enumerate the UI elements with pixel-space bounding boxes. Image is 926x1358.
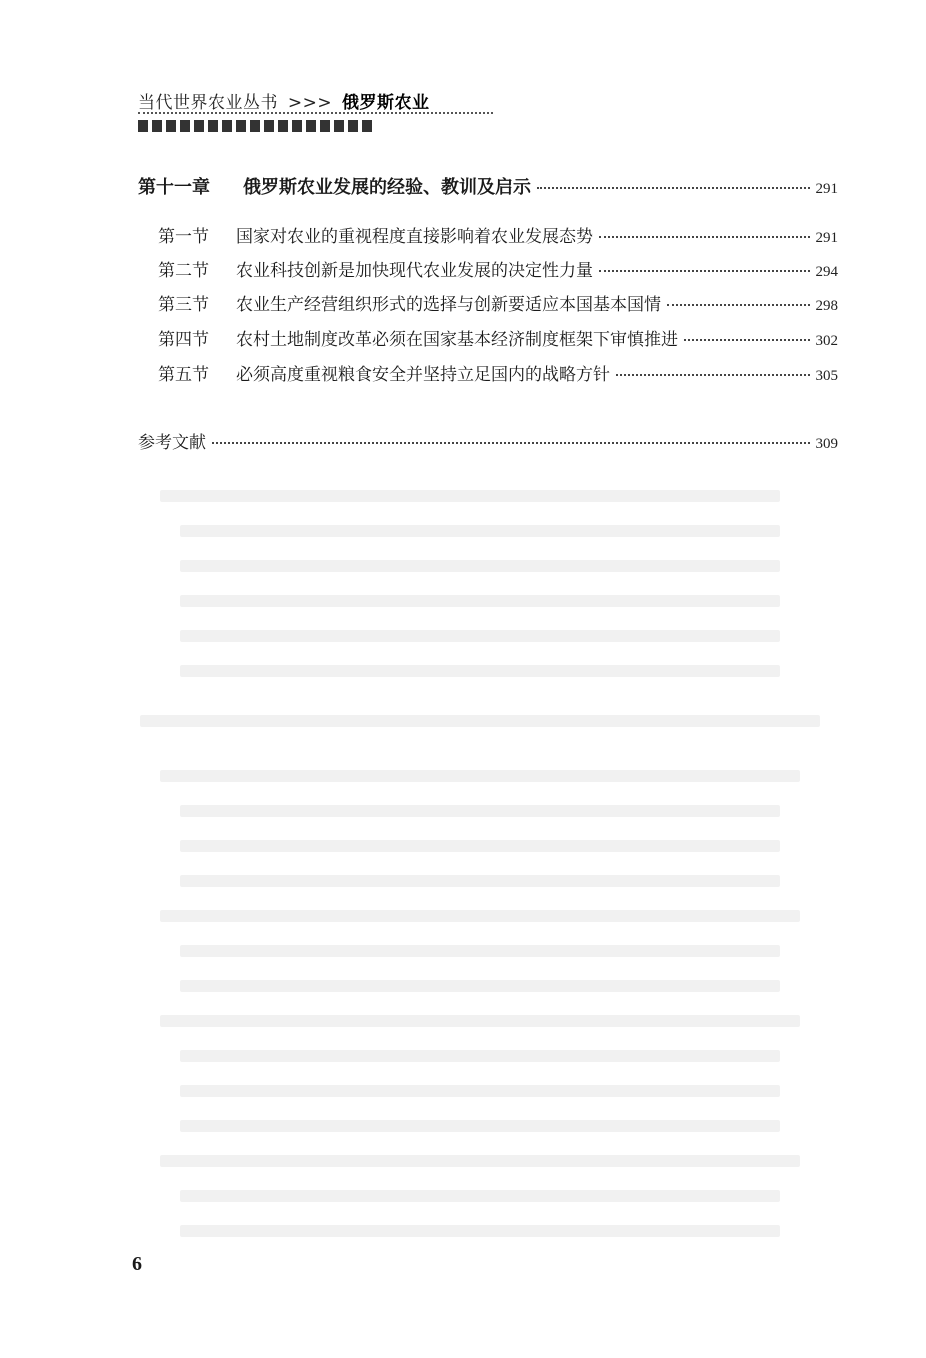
section-page: 291 (815, 230, 838, 246)
dot-leader (616, 374, 810, 376)
header-dotted-rule (138, 112, 493, 114)
section-title: 必须高度重视粮食安全并坚持立足国内的战略方针 (236, 365, 610, 385)
dot-leader (667, 304, 810, 306)
section-page: 302 (815, 333, 838, 349)
dot-leader (599, 270, 810, 272)
series-title: 当代世界农业丛书 (138, 93, 278, 113)
dot-leader (684, 339, 810, 341)
page-number: 6 (132, 1253, 142, 1275)
section-label: 第三节 (158, 295, 209, 315)
dot-leader (537, 187, 810, 189)
section-label: 第五节 (158, 365, 209, 385)
section-label: 第四节 (158, 330, 209, 350)
chapter-label: 第十一章 (138, 177, 210, 198)
references-page: 309 (815, 436, 838, 452)
section-page: 298 (815, 298, 838, 314)
section-page: 294 (815, 264, 838, 280)
dot-leader (212, 442, 810, 444)
chapter-page: 291 (815, 181, 838, 197)
section-title: 农村土地制度改革必须在国家基本经济制度框架下审慎推进 (236, 330, 678, 350)
chapter-title: 俄罗斯农业发展的经验、教训及启示 (243, 177, 531, 198)
toc-section-3[interactable] (158, 290, 838, 315)
section-page: 305 (815, 368, 838, 384)
running-header (138, 88, 430, 113)
references-title: 参考文献 (138, 433, 206, 453)
section-title: 农业生产经营组织形式的选择与创新要适应本国基本国情 (236, 295, 661, 315)
toc-section-2[interactable] (158, 256, 838, 281)
toc-chapter-11[interactable] (138, 173, 838, 199)
header-arrows: >>> (287, 93, 333, 113)
ghost-show-through (140, 470, 840, 1250)
section-title: 国家对农业的重视程度直接影响着农业发展态势 (236, 227, 593, 247)
dot-leader (599, 236, 810, 238)
section-label: 第二节 (158, 261, 209, 281)
section-title: 农业科技创新是加快现代农业发展的决定性力量 (236, 261, 593, 281)
toc-section-4[interactable] (158, 325, 838, 350)
toc-section-1[interactable] (158, 222, 838, 247)
toc-section-5[interactable] (158, 360, 838, 385)
section-label: 第一节 (158, 227, 209, 247)
book-title: 俄罗斯农业 (342, 93, 430, 113)
toc-references[interactable] (138, 428, 838, 453)
header-square-bar (138, 120, 372, 132)
